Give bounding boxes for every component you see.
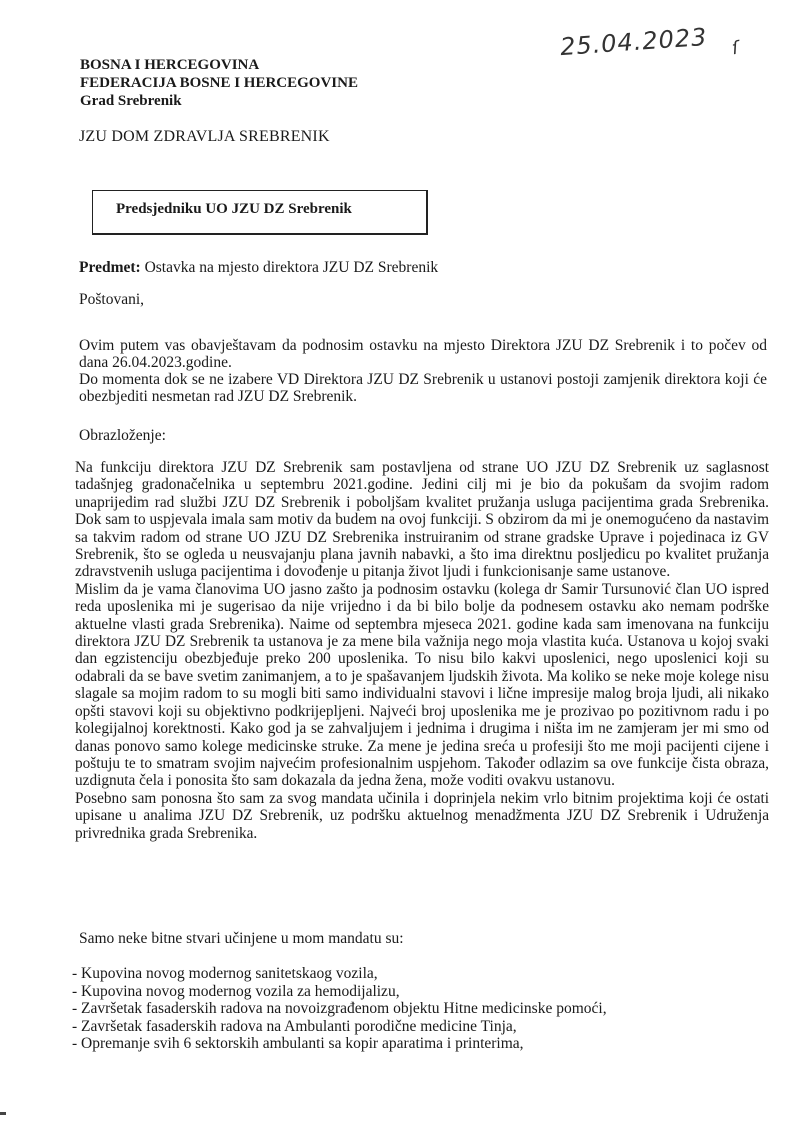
list-item: - Opremanje svih 6 sektorskih ambulanti sa kopir aparatima i printerima,	[72, 1035, 524, 1052]
organization-name: JZU DOM ZDRAVLJA SREBRENIK	[79, 128, 330, 145]
handwritten-date: 25.04.2023	[559, 22, 709, 62]
letterhead-city: Grad Srebrenik	[80, 93, 182, 109]
reasoning-heading: Obrazloženje:	[79, 427, 166, 444]
letterhead	[80, 56, 358, 110]
intro-paragraph: Ovim putem vas obavještavam da podnosim ostavku na mjesto Direktora JZU DZ Srebrenik i to počev od dana 26.04.2023.godine.	[79, 337, 767, 371]
intro-paragraph: Do momenta dok se ne izabere VD Direktora JZU DZ Srebrenik u ustanovi postoji zamjenik direktora koji će obezbjediti nesmetan rad JZU DZ Srebrenik.	[79, 371, 767, 405]
body-paragraph: Posebno sam ponosna što sam za svog mandata učinila i doprinjela nekim vrlo bitnim projektima koji će ostati upisane u analima JZU DZ Srebrenik, uz podršku aktuelnog menadžmenta JZU DZ Srebrenik i Udruženja privrednika grada Srebrenika.	[75, 789, 769, 842]
reasoning-body	[75, 459, 769, 842]
letterhead-federation: FEDERACIJA BOSNE I HERCEGOVINE	[80, 75, 358, 91]
body-paragraph: Na funkciju direktora JZU DZ Srebrenik sam postavljena od strane UO JZU DZ Srebrenik uz saglasnost tadašnjeg gradonačelnika u septembru 2021.godine. Jedini cilj mi je bio da pokušam da svojim radom unaprijedim rad službi JZU DZ Srebrenik i poboljšam kvalitet pružanja usluga pacijentima grada Srebrenika. Dok sam to uspjevala imala sam motiv da budem na ovoj funkciji. S obzirom da mi je onemogućeno da nastavim sa takvim radom od strane UO JZU DZ Srebrenika instruiranim od strane gradske Uprave i pojedinaca iz GV Srebrenik, što se ogleda u neusvajanju plana javnih nabavki, a što ima direktnu posljedicu po kvalitet pružanja zdravstvenih usluga pacijentima i dovođenje u pitanja život ljudi i funkcionisanje same ustanove.	[75, 459, 769, 581]
body-paragraph: Mislim da je vama članovima UO jasno zašto ja podnosim ostavku (kolega dr Samir Tursunović član UO ispred reda uposlenika mi je sugerisao da nije vrijedno i da bi bilo bolje da podnesem ostavku ako nemam podrške aktuelne vlasti grada Srebrenika). Naime od septembra mjeseca 2021. godine kada sam imenovana na funkciju direktora JZU DZ Srebrenik ta ustanova je za mene bila važnija nego moja vlastita kuća. Ustanova u kojoj svaki dan egzistenciju obezbjeđuje preko 200 uposlenika. To nisu bilo kakvi uposlenici, nego uposlenici koji su odabrali da se bave svetim zanimanjem, a to je spašavanjem ljudskih života. Ma koliko se neke moje kolege nisu slagale sa mojim radom to su mogli biti samo individualni stavovi i lične impresije malog broja ljudi, ali nikako opšti stavovi koji su objektivno podkrijepljeni. Najveći broj uposlenika me je prozivao po pozitivnom radu i po kolegijalnoj korektnosti. Kako god ja se zahvaljujem i jednima i drugima i ništa im ne zamjeram jer mi smo od danas ponovo samo kolege medicinske struke. Za mene je jedina sreća u profesiji što me moji pacijenti cijene i poštuju te to smatram svojim najvećim profesionalnim uspjehom. Također odlazim sa ove funkcije čista obraza, uzdignuta čela i ponosita što sam dokazala da jedna žena, može voditi ovakvu ustanovu.	[75, 580, 769, 790]
list-item: - Kupovina novog modernog vozila za hemodijalizu,	[72, 982, 400, 1000]
accomplishments-list	[72, 965, 607, 1053]
greeting: Poštovani,	[79, 291, 145, 308]
list-item: - Kupovina novog modernog sanitetskaog vozila,	[72, 965, 378, 982]
letterhead-country: BOSNA I HERCEGOVINA	[80, 57, 260, 73]
addressee-box	[92, 190, 428, 235]
list-item: - Završetak fasaderskih radova na Ambulanti porodične medicine Tinja,	[72, 1017, 517, 1035]
handwritten-initials: ſ	[730, 37, 740, 60]
subject-label: Predmet:	[79, 259, 141, 276]
addressee: Predsjedniku UO JZU DZ Srebrenik	[116, 201, 352, 217]
subject-line	[79, 259, 438, 277]
intro-section	[79, 337, 767, 405]
scan-edge-mark	[0, 1112, 6, 1115]
list-item: - Završetak fasaderskih radova na novoizgrađenom objektu Hitne medicinske pomoći,	[72, 1000, 607, 1017]
subject-text: Ostavka na mjesto direktora JZU DZ Srebrenik	[144, 259, 439, 276]
list-intro: Samo neke bitne stvari učinjene u mom mandatu su:	[79, 930, 404, 947]
